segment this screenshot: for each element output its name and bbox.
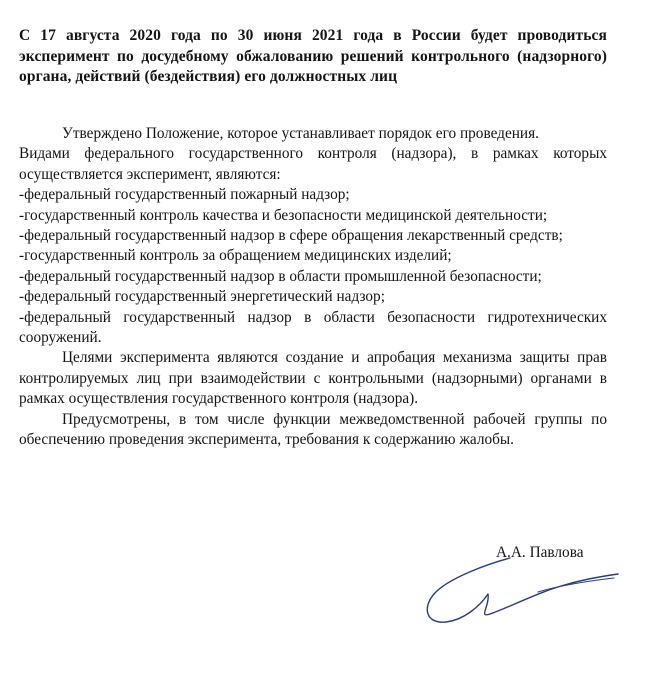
list-item: -государственный контроль за обращением медицинских изделий; xyxy=(19,247,452,265)
handwritten-signature xyxy=(418,548,628,638)
list-item: -федеральный государственный пожарный надзор; xyxy=(19,186,350,204)
provisions-paragraph: Предусмотрены, в том числе функции межведомственной рабочей группы по обеспечению проведения эксперимента, требования к содержанию жалобы. xyxy=(19,410,607,449)
signer-name: А.А. Павлова xyxy=(496,544,584,561)
intro-paragraph: Утверждено Положение, которое устанавливает порядок его проведения. xyxy=(62,125,539,142)
list-item: -федеральный государственный надзор в области промышленной безопасности; xyxy=(19,267,542,285)
list-item: -федеральный государственный энергетический надзор; xyxy=(19,288,385,306)
goals-paragraph: Целями эксперимента являются создание и апробация механизма защиты прав контролируемых лиц при взаимодействии с контрольными (надзорными) органами в рамках осуществления государственного контроля (надзора). xyxy=(19,349,607,408)
document-body xyxy=(19,124,607,451)
kinds-intro-paragraph: Видами федерального государственного контроля (надзора), в рамках которых осуществляется эксперимент, являются: xyxy=(19,145,607,183)
control-kinds-list xyxy=(19,185,607,348)
list-item: -государственный контроль качества и безопасности медицинской деятельности; xyxy=(19,206,548,224)
list-item: -федеральный государственный надзор в области безопасности гидротехнических сооружений. xyxy=(19,308,607,347)
document-title: С 17 августа 2020 года по 30 июня 2021 года в России будет проводиться эксперимент по досудебному обжалованию решений контрольного (надзорного) органа, действий (бездействия) его должностных лиц xyxy=(19,27,607,85)
list-item: -федеральный государственный надзор в сфере обращения лекарственный средств; xyxy=(19,227,563,245)
